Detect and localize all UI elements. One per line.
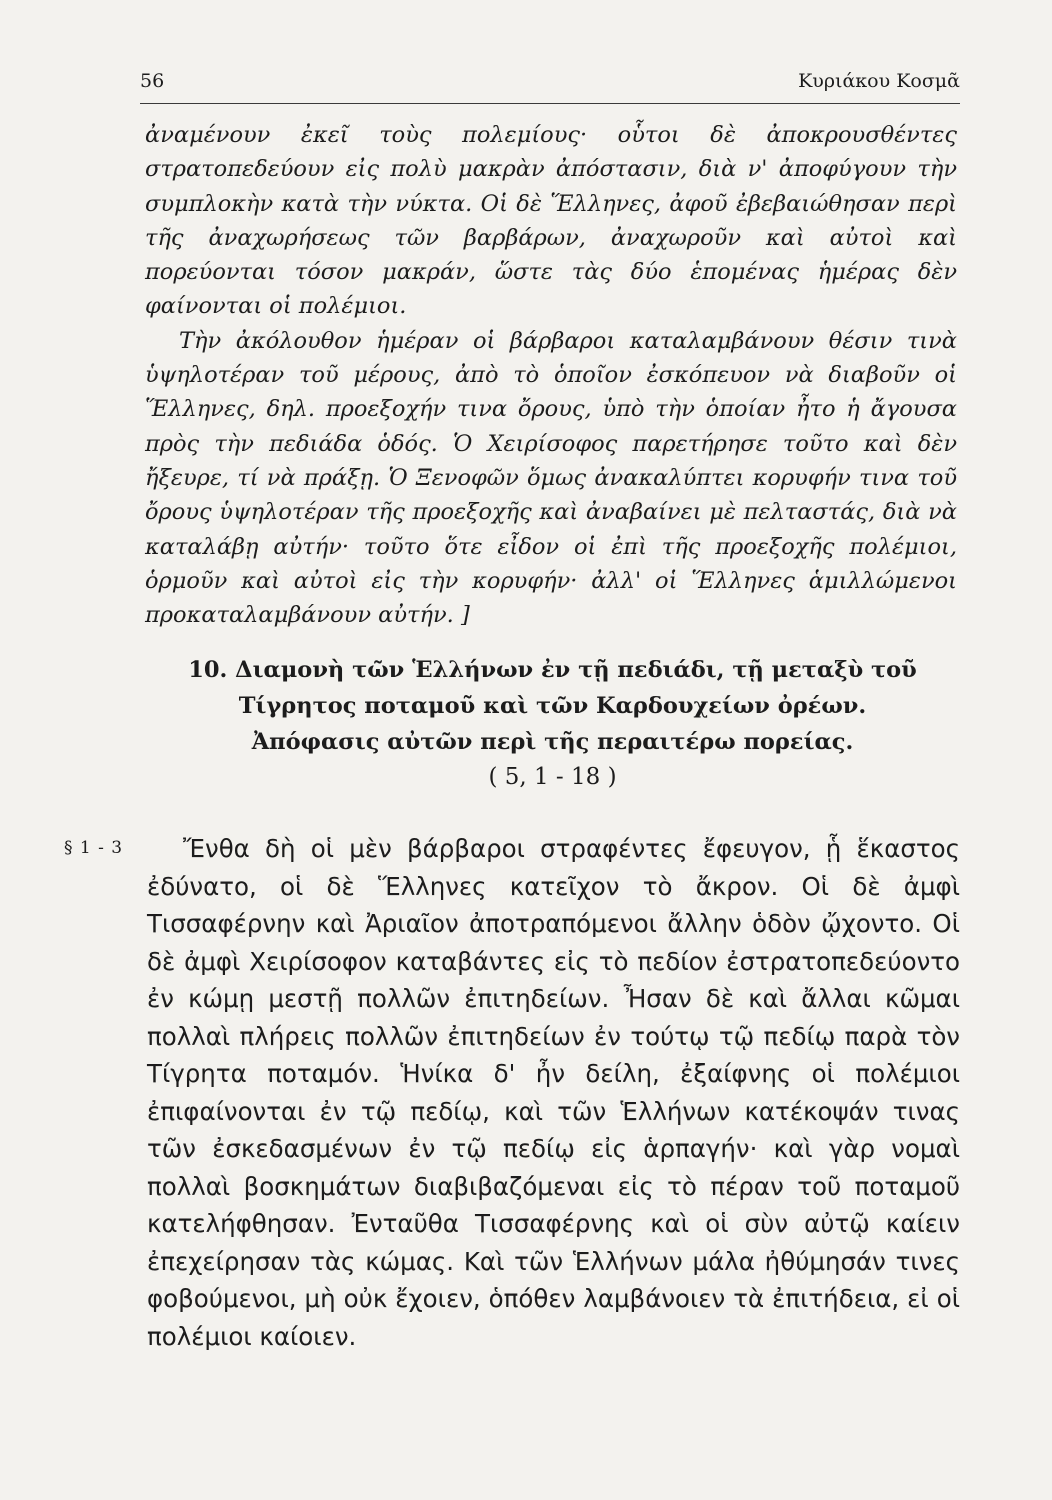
margin-reference: § 1 - 3	[64, 838, 124, 858]
page-number: 56	[140, 70, 165, 92]
section-title-line: 10. Διαμονὴ τῶν Ἑλλήνων ἐν τῇ πεδιάδι, τῇ μεταξὺ τοῦ	[188, 657, 917, 683]
section-title	[150, 652, 955, 760]
section-title-line: Τίγρητος ποταμοῦ καὶ τῶν Καρδουχείων ὀρέων.	[238, 693, 867, 719]
section-title-line: Ἀπόφασις αὐτῶν περὶ τῆς περαιτέρω πορείας.	[251, 729, 854, 755]
page-header	[140, 70, 960, 100]
greek-paragraph: Ἔνθα δὴ οἱ μὲν βάρβαροι στραφέντες ἔφευγον, ᾗ ἕκαστος ἐδύνατο, οἱ δὲ Ἕλληνες κατεῖχον τὸ ἄκρον. Οἱ δὲ ἀμφὶ Τισσαφέρνην καὶ Ἀριαῖον ἀποτραπόμενοι ἄλλην ὁδὸν ᾤχοντο. Οἱ δὲ ἀμφὶ Χειρίσοφον καταβάντες εἰς τὸ πεδίον ἐστρατοπεδεύοντο ἐν κώμῃ μεστῇ πολλῶν ἐπιτηδείων. Ἦσαν δὲ καὶ ἄλλαι κῶμαι πολλαὶ πλήρεις πολλῶν ἐπιτηδείων ἐν τούτῳ τῷ πεδίῳ παρὰ τὸν Τίγρητα ποταμόν. Ἡνίκα δ' ἦν δείλη, ἐξαίφνης οἱ πολέμιοι ἐπιφαίνονται ἐν τῷ πεδίῳ, καὶ τῶν Ἑλλήνων κατέκοψάν τινας τῶν ἐσκεδασμένων ἐν τῷ πεδίῳ εἰς ἁρπαγήν· καὶ γὰρ νομαὶ πολλαὶ βοσκημάτων διαβιβαζόμεναι εἰς τὸ πέραν τοῦ ποταμοῦ κατελήφθησαν. Ἐνταῦθα Τισσαφέρνης καὶ οἱ σὺν αὐτῷ καίειν ἐπεχείρησαν τὰς κώμας. Καὶ τῶν Ἑλλήνων μάλα ἠθύμησάν τινες φοβούμενοι, μὴ οὐκ ἔχοιεν, ὁπόθεν λαμβάνοιεν τὰ ἐπιτήδεια, εἰ οἱ πολέμιοι καίοιεν.	[147, 834, 960, 1351]
running-head: Κυριάκου Κοσμᾶ	[798, 70, 960, 92]
italic-summary	[145, 118, 957, 632]
header-rule	[140, 103, 960, 104]
summary-paragraph: ἀναμένουν ἐκεῖ τοὺς πολεμίους· οὗτοι δὲ ἀποκρουσθέντες στρατοπεδεύουν εἰς πολὺ μακρὰν ἀπόστασιν, διὰ ν' ἀποφύγουν τὴν συμπλοκὴν κατὰ τὴν νύκτα. Οἱ δὲ Ἕλληνες, ἀφοῦ ἐβεβαιώθησαν περὶ τῆς ἀναχωρήσεως τῶν βαρβάρων, ἀναχωροῦν καὶ αὐτοὶ καὶ πορεύονται τόσον μακράν, ὥστε τὰς δύο ἑπομένας ἡμέρας δὲν φαίνονται οἱ πολέμιοι.	[145, 122, 957, 320]
section-reference: ( 5, 1 - 18 )	[488, 764, 617, 790]
summary-paragraph: Τὴν ἀκόλουθον ἡμέραν οἱ βάρβαροι καταλαμβάνουν θέσιν τινὰ ὑψηλοτέραν τοῦ μέρους, ἀπὸ τὸ ὁποῖον ἐσκόπευον νὰ διαβοῦν οἱ Ἕλληνες, δηλ. προεξοχήν τινα ὄρους, ὑπὸ τὴν ὁποίαν ἦτο ἡ ἄγουσα πρὸς τὴν πεδιάδα ὁδός. Ὁ Χειρίσοφος παρετήρησε τοῦτο καὶ δὲν ἤξευρε, τί νὰ πράξῃ. Ὁ Ξενοφῶν ὅμως ἀνακαλύπτει κορυφήν τινα τοῦ ὄρους ὑψηλοτέραν τῆς προεξοχῆς καὶ ἀναβαίνει μὲ πελταστάς, διὰ νὰ καταλάβῃ αὐτήν· τοῦτο ὅτε εἶδον οἱ ἐπὶ τῆς προεξοχῆς πολέμιοι, ὁρμοῦν καὶ αὐτοὶ εἰς τὴν κορυφήν· ἀλλ' οἱ Ἕλληνες ἁμιλλώμενοι προκαταλαμβάνουν αὐτήν. ]	[145, 327, 957, 629]
greek-text	[147, 830, 960, 1355]
